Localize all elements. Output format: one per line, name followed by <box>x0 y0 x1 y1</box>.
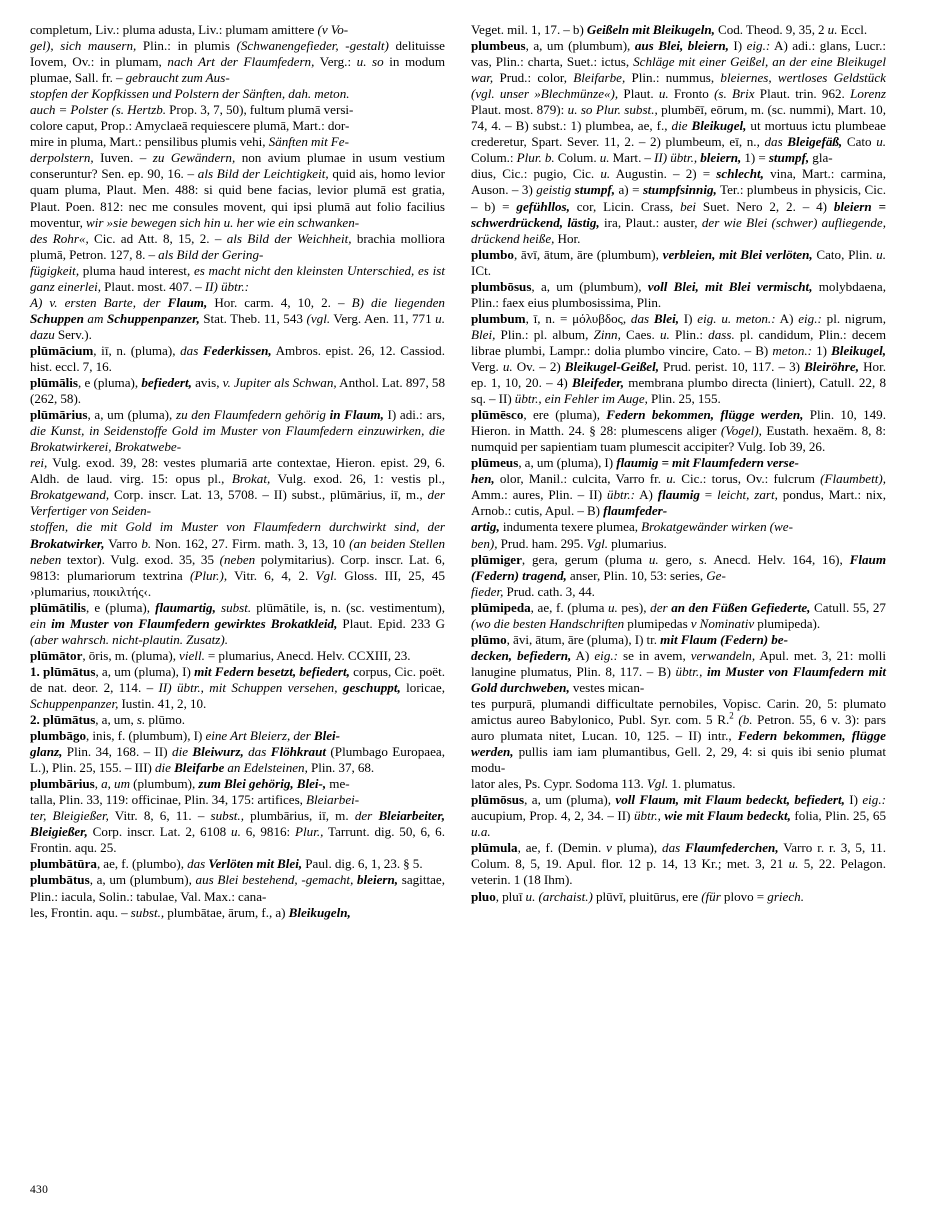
left-column <box>30 22 445 921</box>
dictionary-entry: plūmōsus, a, um (pluma), voll Flaum, mit Flaum bedeckt, befiedert, I) eig.: aucupium, Prop. 4, 2, 34. – II) übtr., wie mit Flaum bedeckt, folia, Plin. 25, 65 u.a. <box>471 792 886 840</box>
dictionary-entry: plūmārius, a, um (pluma), zu den Flaumfedern gehörig in Flaum, I) adi.: ars, die Kunst, in Seidenstoffe Gold im Muster von Flaumfedern einzuwirken, die Brokatwirkerei, Brokatwebe- rei, Vulg. exod. 39, 28: vestes plumariā arte contextae, Hieron. epist. 29, 6. Aldh. de laud. virg. 15: opus pl., Brokat, Vulg. exod. 26, 1: vestis pl., Brokatgewand, Corp. inscr. Lat. 13, 5708. – II) subst., plūmārius, iī, m., der Verfertiger von Seiden- stoffen, die mit Gold im Muster von Flaumfedern durchwirkt sind, der Brokatwirker, Varro b. Non. 162, 27. Firm. math. 3, 13, 10 (an beiden Stellen neben textor). Vulg. exod. 35, 35 (neben polymitarius). Corp. inscr. Lat. 6, 9813: plumariorum textrina (Plur.), Vitr. 6, 4, 2. Vgl. Gloss. III, 25, 45 ›plumarius, ποικιλτής‹. <box>30 407 446 599</box>
dictionary-entry: plumbātus, a, um (plumbum), aus Blei bestehend, -gemacht, bleiern, sagittae, Plin.: iacula, Solin.: tabulae, Val. Max.: cana- les, Frontin. aqu. – subst., plumbātae, ārum, f., a) Bleikugeln, <box>30 872 445 920</box>
right-column <box>471 22 886 905</box>
dictionary-entry: plūmācium, iī, n. (pluma), das Federkissen, Ambros. epist. 26, 12. Cassiod. hist. eccl. 7, 16. <box>30 342 445 374</box>
dictionary-entry-continuation: completum, Liv.: pluma adusta, Liv.: plumam amittere (v Vo- gel), sich mausern, Plin.: in plumis (Schwanengefieder, -gestalt) delituisse Iovem, Ov.: in plumam, nach Art der Flaumfedern, Verg.: u. so in modum plumae, Sall. fr. – gebraucht zum Aus- stopfen der Kopfkissen und Polstern der Sänften, dah. meton. auch = Polster (s. Hertzb. Prop. 3, 7, 50), fultum plumā versi- colore caput, Prop.: Amyclaeā requiescere plumā, Mart.: dor- mire in pluma, Mart.: pensilibus plumis vehi, Sänften mit Fe- derpolstern, Iuven. – zu Gewändern, non avium plumae in usum vestium conseruntur? Sen. ep. 90, 16. – als Bild der Leichtigkeit, quid ais, homo levior quam pluma, Plaut. Men. 488: si quid bene facias, levior plumā est gratia, Plaut. Poen. 812: nec me consules movent, qui ipsi plumā aut folio facilius moventur, wir »sie bewegen sich hin u. her wie ein schwanken- des Rohr«, Cic. ad Att. 8, 15, 2. – als Bild der Weichheit, brachia molliora plumā, Petron. 127, 8. – als Bild der Gering- fügigkeit, pluma haud interest, es macht nicht den kleinsten Unterschied, es ist ganz einerlei, Plaut. most. 407. – II) übtr.: A) v. ersten Barte, der Flaum, Hor. carm. 4, 10, 2. – B) die liegenden Schuppen am Schuppenpanzer, Stat. Theb. 11, 543 (vgl. Verg. Aen. 11, 771 u. dazu Serv.). <box>30 22 445 342</box>
dictionary-entry: plūmeus, a, um (pluma), I) flaumig = mit Flaumfedern verse- hen, olor, Manil.: culcita, Varro fr. u. Cic.: torus, Ov.: fulcrum (Flaumbett), Amm.: aures, Plin. – II) übtr.: A) flaumig = leicht, zart, pondus, Mart.: nix, Arnob.: cutis, Apul. – B) flaumfeder- artig, indumenta texere plumea, Brokatgewänder wirken (we- ben), Prud. ham. 295. Vgl. plumarius. <box>471 455 886 551</box>
dictionary-entry: plūmula, ae, f. (Demin. v pluma), das Flaumfederchen, Varro r. r. 3, 5, 11. Colum. 8, 5, 19. Apul. flor. 12 p. 14, 13 Kr.; met. 3, 21 u. 5, 22. Pelagon. veterin. 1 (18 Ihm). <box>471 840 886 888</box>
dictionary-entry: plūmēsco, ere (pluma), Federn bekommen, flügge werden, Plin. 10, 149. Hieron. in Matth. 24. § 28: plumescens aliger (Vogel), Eustath. hexaëm. 8, 8: numquid per sapientiam tuam plumescit accipiter? Vulg. Iob 39, 26. <box>471 407 886 455</box>
dictionary-entry-continuation: Veget. mil. 1, 17. – b) Geißeln mit Bleikugeln, Cod. Theod. 9, 35, 2 u. Eccl. <box>471 22 868 37</box>
dictionary-entry: plumbum, ī, n. = μόλυβδος, das Blei, I) eig. u. meton.: A) eig.: pl. nigrum, Blei, Plin.: pl. album, Zinn, Caes. u. Plin.: dass. pl. candidum, Plin.: decem librae plumbi, Lampr.: dolia plumbo vincire, Cato. – B) meton.: 1) Bleikugel, Verg. u. Ov. – 2) Bleikugel-Geißel, Prud. perist. 10, 117. – 3) Bleiröhre, Hor. ep. 1, 10, 20. – 4) Bleifeder, membrana plumbo directa (liniert), Catull. 22, 8 sq. – II) übtr., ein Fehler im Auge, Plin. 25, 155. <box>471 310 887 407</box>
dictionary-entry: 1. plūmātus, a, um (pluma), I) mit Federn besetzt, befiedert, corpus, Cic. poët. de nat. deor. 2, 114. – II) übtr., mit Schuppen versehen, geschuppt, loricae, Schuppenpanzer, Iustin. 41, 2, 10. <box>30 663 446 711</box>
two-column-text-body <box>30 22 907 921</box>
dictionary-entry: plumbātūra, ae, f. (plumbo), das Verlöten mit Blei, Paul. dig. 6, 1, 23. § 5. <box>30 856 423 872</box>
dictionary-entry: plūmipeda, ae, f. (pluma u. pes), der an den Füßen Gefiederte, Catull. 55, 27 (wo die besten Handschriften plumipedas v Nominativ plumipeda). <box>471 599 886 631</box>
dictionary-entry: plūmo, āvi, ātum, āre (pluma), I) tr. mit Flaum (Federn) be- decken, befiedern, A) eig.: se in avem, verwandeln, Apul. met. 3, 21: molli lanugine plumatus, Plin. 8, 117. – B) übtr., im Muster von Flaumfedern mit Gold durchweben, vestes mican- tes purpurā, plumandi difficultate pernobiles, Vopisc. Carin. 20, 5: plumato amictus aureo Babylonico, Publ. Syr. com. 5 R.$^2$ (b. Petron. 55, 6 v. 3): pars auro plumata nitet, Lucan. 10, 125. – II) intr., Federn bekommen, flügge werden, pullis iam iam plumantibus, Gell. 2, 29, 4: si quis ibi senio plumat modu- lator ales, Ps. Cypr. Sodoma 113. Vgl. 1. plumatus. <box>471 631 887 792</box>
dictionary-entry: plumbo, āvī, ātum, āre (plumbum), verbleien, mit Blei verlöten, Cato, Plin. u. ICt. <box>471 246 886 278</box>
dictionary-entry: plūmiger, gera, gerum (pluma u. gero, s. Anecd. Helv. 164, 16), Flaum (Federn) tragend, anser, Plin. 10, 53: series, Ge- fieder, Prud. cath. 3, 44. <box>471 551 887 599</box>
page-number: 430 <box>30 1184 49 1196</box>
dictionary-entry: plumbeus, a, um (plumbum), aus Blei, bleiern, I) eig.: A) adi.: glans, Lucr.: vas, Plin.: charta, Suet.: ictus, Schläge mit einer Geißel, an der eine Bleikugel war, Prud.: color, Bleifarbe, Plin.: nummus, bleiernes, wertloses Geldstück (vgl. unser »Blechmünze«), Plaut. u. Fronto (s. Brix Plaut. trin. 962. Lorenz Plaut. most. 879): u. so Plur. subst., plumbēī, eōrum, m. (sc. nummi), Mart. 10, 74, 4. – B) subst.: 1) plumbea, ae, f., die Bleikugel, ut mortuus ictu plumbeae crederetur, Spart. Sever. 11, 2. – 2) plumbeum, eī, n., das Bleigefäß, Cato u. Colum.: Plur. b. Colum. u. Mart. – II) übtr., bleiern, 1) = stumpf, gla- dius, Cic.: pugio, Cic. u. Augustin. – 2) = schlecht, vina, Mart.: carmina, Auson. – 3) geistig stumpf, a) = stumpfsinnig, Ter.: plumbeus in physicis, Cic. – b) = gefühllos, cor, Licin. Crass, bei Suet. Nero 2, 2. – 4) bleiern = schwerdrückend, lästig, ira, Plaut.: auster, der wie Blei (schwer) aufliegende, drückend heiße, Hor. <box>471 38 887 246</box>
dictionary-entry: plūmālis, e (pluma), befiedert, avis, v. Jupiter als Schwan, Anthol. Lat. 897, 58 (262, 58). <box>30 375 446 407</box>
dictionary-entry: pluo, pluī u. (archaist.) plūvī, pluitūrus, ere (für plovo = griech. <box>471 888 804 904</box>
dictionary-entry: plumbārius, a, um (plumbum), zum Blei gehörig, Blei-, me- talla, Plin. 33, 119: officinae, Plin. 34, 175: artifices, Bleiarbei- ter, Bleigießer, Vitr. 8, 6, 11. – subst., plumbārius, iī, m. der Bleiarbeiter, Bleigießer, Corp. inscr. Lat. 2, 6108 u. 6, 9816: Plur., Tarrunt. dig. 50, 6, 6. Frontin. aqu. 25. <box>30 776 445 856</box>
dictionary-entry: plūmātor, ōris, m. (pluma), viell. = plumarius, Anecd. Helv. CCXIII, 23. <box>30 647 411 663</box>
dictionary-entry: 2. plūmātus, a, um, s. plūmo. <box>30 712 186 728</box>
dictionary-entry: plumbōsus, a, um (plumbum), voll Blei, mit Blei vermischt, molybdaena, Plin.: faex eius plumbosissima, Plin. <box>471 278 886 310</box>
dictionary-entry: plumbāgo, inis, f. (plumbum), I) eine Art Bleierz, der Blei- glanz, Plin. 34, 168. – II) die Bleiwurz, das Flöhkraut (Plumbago Europaea, L.), Plin. 25, 155. – III) die Bleifarbe an Edelsteinen, Plin. 37, 68. <box>30 728 445 776</box>
dictionary-entry: plūmātilis, e (pluma), flaumartig, subst. plūmātile, is, n. (sc. vestimentum), ein im Muster von Flaumfedern gewirktes Brokatkleid, Plaut. Epid. 233 G (aber wahrsch. nicht-plautin. Zusatz). <box>30 599 445 647</box>
